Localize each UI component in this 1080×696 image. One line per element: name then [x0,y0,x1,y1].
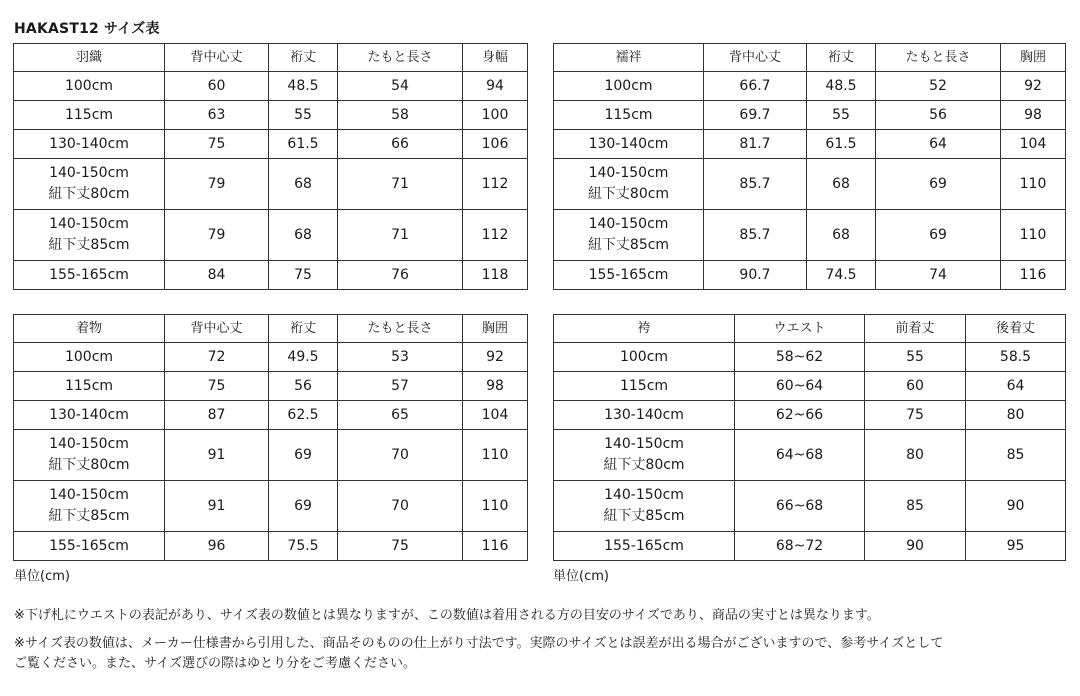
value-cell: 64 [876,130,1001,159]
table-row [554,532,1066,561]
value-cell: 66 [338,130,463,159]
table-row [14,261,528,290]
table-row [554,401,1066,430]
size-label: 130-140cm [49,406,129,423]
column-header: 後着丈 [966,315,1066,343]
value-cell: 80 [865,430,966,481]
size-cell [554,401,735,430]
size-label: 130-140cm [604,406,684,423]
value-cell: 76 [338,261,463,290]
table-row [554,372,1066,401]
size-label: 100cm [619,348,669,365]
table-row [554,159,1066,210]
value-cell: 56 [876,101,1001,130]
kimono-size-table [13,314,528,561]
page-title: HAKAST12 サイズ表 [14,21,160,37]
value-cell: 75 [269,261,338,290]
value-cell: 68~72 [735,532,865,561]
table-row [554,343,1066,372]
table-row [14,401,528,430]
size-cell [554,261,704,290]
value-cell: 60 [165,72,269,101]
value-cell: 110 [463,481,528,532]
value-cell: 68 [807,210,876,261]
size-cell [14,261,165,290]
note-waist-tag: ※下げ札にウエストの表記があり、サイズ表の数値とは異なりますが、この数値は着用される方の目安のサイズであり、商品の実寸とは異なります。 [14,608,880,623]
value-cell: 75 [165,372,269,401]
value-cell: 61.5 [807,130,876,159]
value-cell: 96 [165,532,269,561]
column-header: 胸囲 [1001,44,1066,72]
size-cell [14,430,165,481]
size-label: 100cm [64,348,114,365]
value-cell: 72 [165,343,269,372]
value-cell: 79 [165,210,269,261]
size-label: 100cm [64,77,114,94]
value-cell: 94 [463,72,528,101]
value-cell: 116 [1001,261,1066,290]
value-cell: 57 [338,372,463,401]
size-cell [14,101,165,130]
table-row [14,72,528,101]
size-label: 155-165cm [604,537,684,554]
value-cell: 62~66 [735,401,865,430]
value-cell: 85 [966,430,1066,481]
value-cell: 71 [338,210,463,261]
size-label: 155-165cm [588,266,669,283]
value-cell: 98 [463,372,528,401]
value-cell: 91 [165,481,269,532]
value-cell: 79 [165,159,269,210]
size-label: 140-150cm [588,216,669,232]
column-header: 前着丈 [865,315,966,343]
size-label: 紐下丈85cm [48,508,130,524]
size-label: 115cm [604,106,653,123]
value-cell: 69 [876,159,1001,210]
juban-size-table [553,43,1066,290]
value-cell: 69 [269,481,338,532]
value-cell: 100 [463,101,528,130]
value-cell: 54 [338,72,463,101]
value-cell: 58.5 [966,343,1066,372]
table-row [554,101,1066,130]
value-cell: 70 [338,481,463,532]
column-header: ウエスト [735,315,865,343]
value-cell: 63 [165,101,269,130]
size-label: 紐下丈80cm [48,457,130,473]
value-cell: 69 [876,210,1001,261]
size-cell [554,343,735,372]
value-cell: 90.7 [704,261,807,290]
size-cell [14,159,165,210]
table-row [14,130,528,159]
value-cell: 60 [865,372,966,401]
value-cell: 55 [865,343,966,372]
column-header: 裄丈 [807,44,876,72]
value-cell: 56 [269,372,338,401]
unit-label-right: 単位(cm) [553,569,609,584]
value-cell: 110 [1001,210,1066,261]
value-cell: 74.5 [807,261,876,290]
size-label: 140-150cm [49,487,129,503]
table-row [14,532,528,561]
value-cell: 95 [966,532,1066,561]
value-cell: 98 [1001,101,1066,130]
value-cell: 66~68 [735,481,865,532]
value-cell: 106 [463,130,528,159]
value-cell: 110 [463,430,528,481]
column-header: 着物 [14,315,165,343]
value-cell: 75.5 [269,532,338,561]
value-cell: 64~68 [735,430,865,481]
size-label: 紐下丈85cm [587,237,670,253]
size-label: 紐下丈80cm [48,186,130,202]
value-cell: 116 [463,532,528,561]
column-header: たもと長さ [876,44,1001,72]
value-cell: 48.5 [807,72,876,101]
size-cell [554,532,735,561]
column-header: 身幅 [463,44,528,72]
value-cell: 92 [463,343,528,372]
column-header: 背中心丈 [704,44,807,72]
table-row [14,159,528,210]
size-label: 115cm [64,106,114,123]
column-header: 襦袢 [554,44,704,72]
value-cell: 55 [269,101,338,130]
value-cell: 85.7 [704,159,807,210]
table-row [554,430,1066,481]
value-cell: 60~64 [735,372,865,401]
size-label: 140-150cm [588,165,669,181]
value-cell: 87 [165,401,269,430]
value-cell: 69 [269,430,338,481]
size-cell [554,481,735,532]
value-cell: 58 [338,101,463,130]
size-cell [14,210,165,261]
value-cell: 64 [966,372,1066,401]
value-cell: 52 [876,72,1001,101]
value-cell: 49.5 [269,343,338,372]
note-size-values: ※サイズ表の数値は、メーカー仕様書から引用した、商品そのものの仕上がり寸法です。実際のサイズとは誤差が出る場合がございますので、参考サイズとして [14,636,944,651]
table-header-row [554,315,1066,343]
size-cell [554,372,735,401]
size-cell [14,532,165,561]
value-cell: 62.5 [269,401,338,430]
note-size-values-cont: ご覧ください。また、サイズ選びの際はゆとり分をご考慮ください。 [14,656,416,671]
value-cell: 81.7 [704,130,807,159]
table-row [14,101,528,130]
size-label: 紐下丈80cm [603,457,685,473]
value-cell: 58~62 [735,343,865,372]
size-cell [554,430,735,481]
size-cell [554,101,704,130]
column-header: 背中心丈 [165,44,269,72]
size-label: 紐下丈85cm [48,237,130,253]
column-header: たもと長さ [338,315,463,343]
size-label: 140-150cm [49,165,129,181]
value-cell: 104 [463,401,528,430]
size-label: 130-140cm [588,135,669,152]
value-cell: 75 [338,532,463,561]
value-cell: 53 [338,343,463,372]
size-label: 140-150cm [49,216,129,232]
table-row [14,372,528,401]
size-cell [554,210,704,261]
value-cell: 90 [865,532,966,561]
value-cell: 112 [463,159,528,210]
table-row [14,430,528,481]
size-label: 115cm [64,377,114,394]
column-header: たもと長さ [338,44,463,72]
size-cell [14,481,165,532]
value-cell: 75 [165,130,269,159]
value-cell: 68 [269,159,338,210]
size-label: 155-165cm [49,266,129,283]
value-cell: 91 [165,430,269,481]
size-label: 100cm [604,77,653,94]
value-cell: 118 [463,261,528,290]
column-header: 胸囲 [463,315,528,343]
size-label: 140-150cm [604,436,684,452]
size-cell [14,372,165,401]
size-label: 紐下丈85cm [603,508,685,524]
table-row [554,481,1066,532]
hakama-size-table [553,314,1066,561]
size-cell [554,159,704,210]
table-row [554,72,1066,101]
value-cell: 68 [807,159,876,210]
value-cell: 85 [865,481,966,532]
size-cell [14,130,165,159]
haori-size-table [13,43,528,290]
size-cell [14,401,165,430]
value-cell: 66.7 [704,72,807,101]
size-cell [14,72,165,101]
value-cell: 112 [463,210,528,261]
value-cell: 48.5 [269,72,338,101]
table-row [14,481,528,532]
table-header-row [14,315,528,343]
size-label: 155-165cm [49,537,129,554]
value-cell: 68 [269,210,338,261]
column-header: 袴 [554,315,735,343]
size-label: 140-150cm [604,487,684,503]
table-header-row [14,44,528,72]
size-label: 紐下丈80cm [587,186,670,202]
value-cell: 75 [865,401,966,430]
value-cell: 61.5 [269,130,338,159]
size-label: 115cm [619,377,669,394]
size-cell [14,343,165,372]
value-cell: 84 [165,261,269,290]
table-header-row [554,44,1066,72]
column-header: 羽織 [14,44,165,72]
value-cell: 92 [1001,72,1066,101]
value-cell: 104 [1001,130,1066,159]
size-label: 140-150cm [49,436,129,452]
table-row [554,210,1066,261]
table-row [14,343,528,372]
value-cell: 70 [338,430,463,481]
unit-label-left: 単位(cm) [14,569,70,584]
value-cell: 71 [338,159,463,210]
table-row [554,261,1066,290]
value-cell: 74 [876,261,1001,290]
size-label: 130-140cm [49,135,129,152]
table-row [554,130,1066,159]
value-cell: 65 [338,401,463,430]
value-cell: 69.7 [704,101,807,130]
size-cell [554,130,704,159]
value-cell: 80 [966,401,1066,430]
value-cell: 55 [807,101,876,130]
column-header: 背中心丈 [165,315,269,343]
value-cell: 85.7 [704,210,807,261]
value-cell: 90 [966,481,1066,532]
table-row [14,210,528,261]
column-header: 裄丈 [269,44,338,72]
value-cell: 110 [1001,159,1066,210]
size-cell [554,72,704,101]
column-header: 裄丈 [269,315,338,343]
